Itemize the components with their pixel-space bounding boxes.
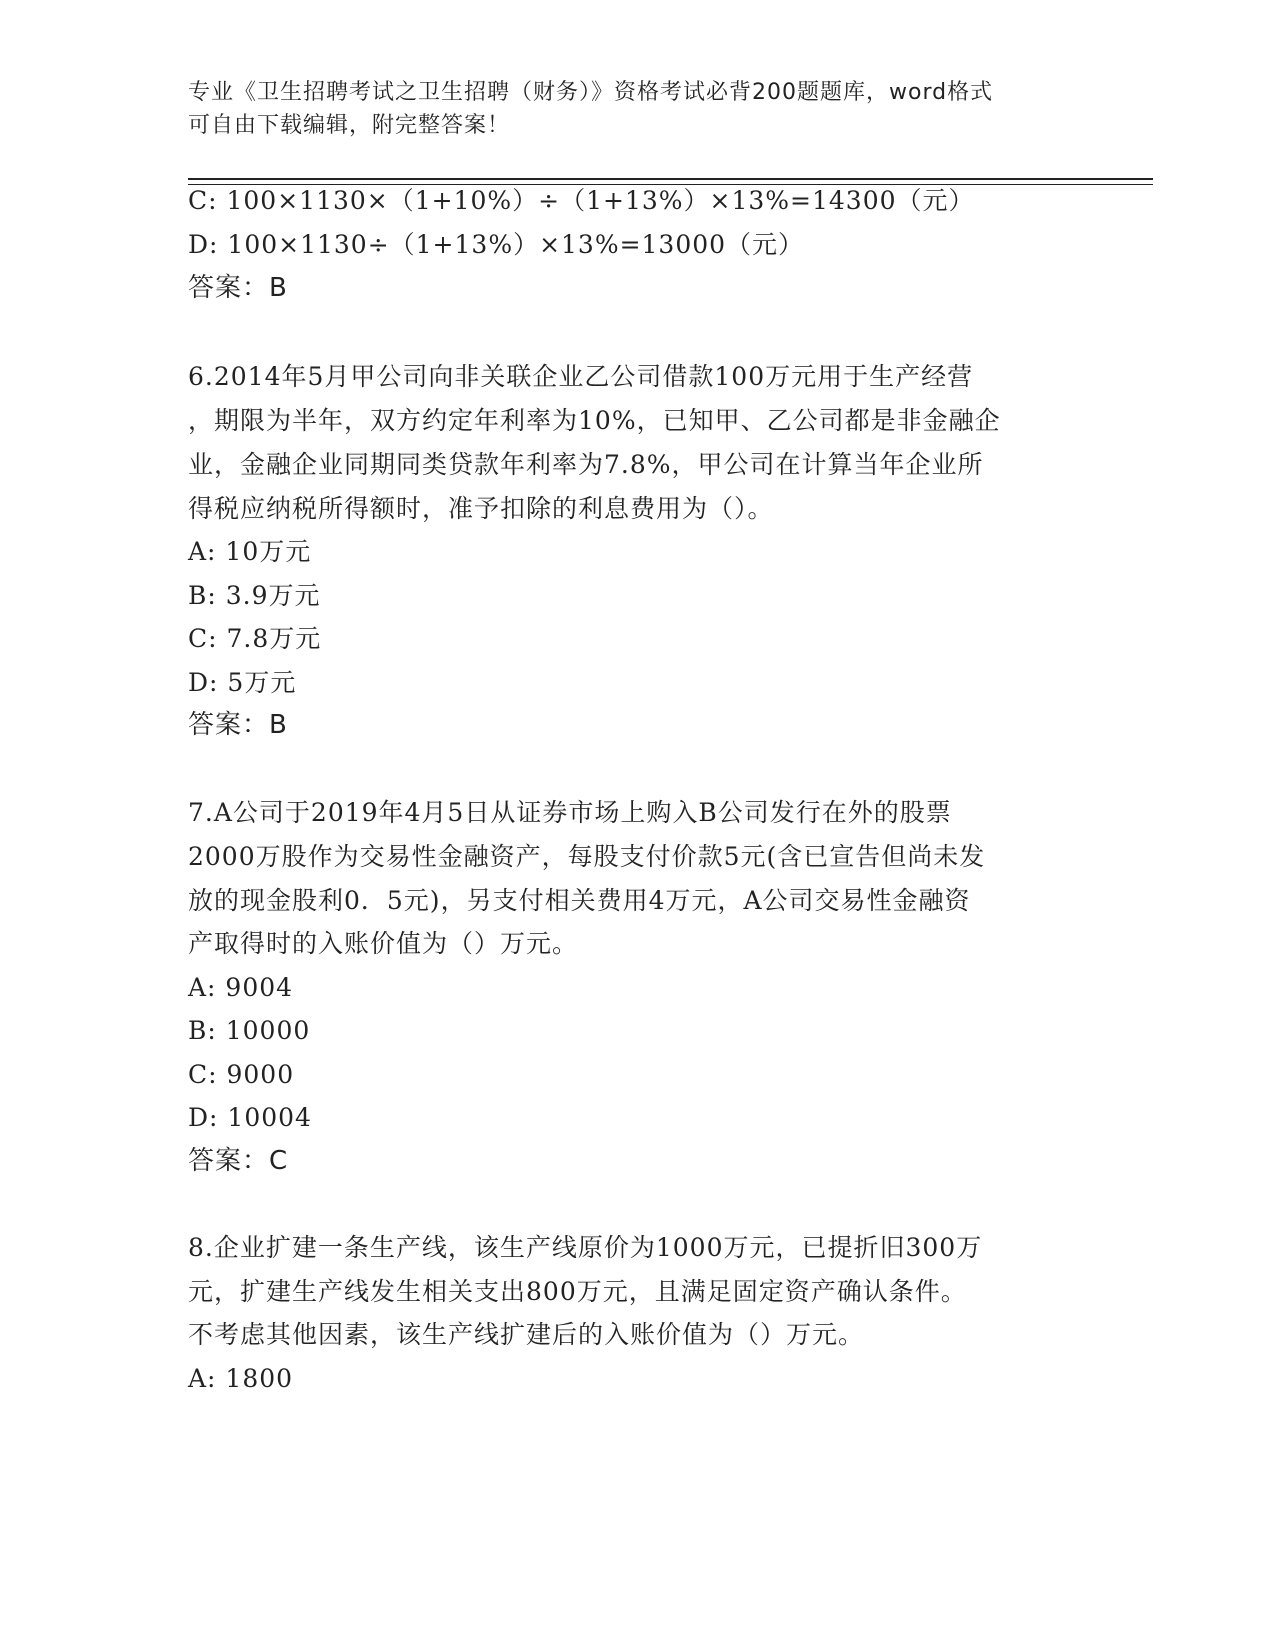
q5-answer: 答案：B [188,273,288,303]
q6-option-b: B: 3.9万元 [188,581,321,610]
q7-stem-line-3: 放的现金股利0．5元)，另支付相关费用4万元，A公司交易性金融资 [188,886,971,915]
q6-option-a: A: 10万元 [188,537,312,566]
q7-answer: 答案：C [188,1146,289,1176]
document-header [188,76,1088,142]
q5-option-d: D: 100×1130÷（1+13%）×13%=13000（元） [188,230,805,259]
q6-stem-line-4: 得税应纳税所得额时，准予扣除的利息费用为（）。 [188,494,774,523]
q6-option-d: D: 5万元 [188,668,297,697]
q7-option-a: A: 9004 [188,973,294,1002]
q8-option-a: A: 1800 [188,1364,294,1393]
header-line-2: 可自由下载编辑，附完整答案！ [188,113,511,138]
q5-option-c: C: 100×1130×（1+10%）÷（1+13%）×13%=14300（元） [188,186,975,215]
q7-option-d: D: 10004 [188,1103,312,1132]
q8-stem-line-2: 元，扩建生产线发生相关支出800万元，且满足固定资产确认条件。 [188,1277,967,1306]
header-line-1: 专业《卫生招聘考试之卫生招聘（财务）》资格考试必背200题题库，word格式 [188,80,994,105]
q6-answer: 答案：B [188,710,288,740]
header-rule-thin [188,184,1153,185]
q7-stem-line-4: 产取得时的入账价值为（）万元。 [188,929,579,958]
q8-stem-line-1: 8.企业扩建一条生产线，该生产线原价为1000万元，已提折旧300万 [188,1233,983,1262]
q6-option-c: C: 7.8万元 [188,624,322,653]
q7-option-b: B: 10000 [188,1016,311,1045]
q7-stem-line-1: 7.A公司于2019年4月5日从证券市场上购入B公司发行在外的股票 [188,798,952,827]
q7-option-c: C: 9000 [188,1060,295,1089]
q6-stem-line-2: ，期限为半年，双方约定年利率为10%，已知甲、乙公司都是非金融企 [188,406,1001,435]
q7-stem-line-2: 2000万股作为交易性金融资产，每股支付价款5元(含已宣告但尚未发 [188,842,986,871]
header-rule-thick [188,178,1153,180]
q6-stem-line-1: 6.2014年5月甲公司向非关联企业乙公司借款100万元用于生产经营 [188,362,974,391]
q8-stem-line-3: 不考虑其他因素，该生产线扩建后的入账价值为（）万元。 [188,1320,865,1349]
q6-stem-line-3: 业，金融企业同期同类贷款年利率为7.8%，甲公司在计算当年企业所 [188,450,984,479]
